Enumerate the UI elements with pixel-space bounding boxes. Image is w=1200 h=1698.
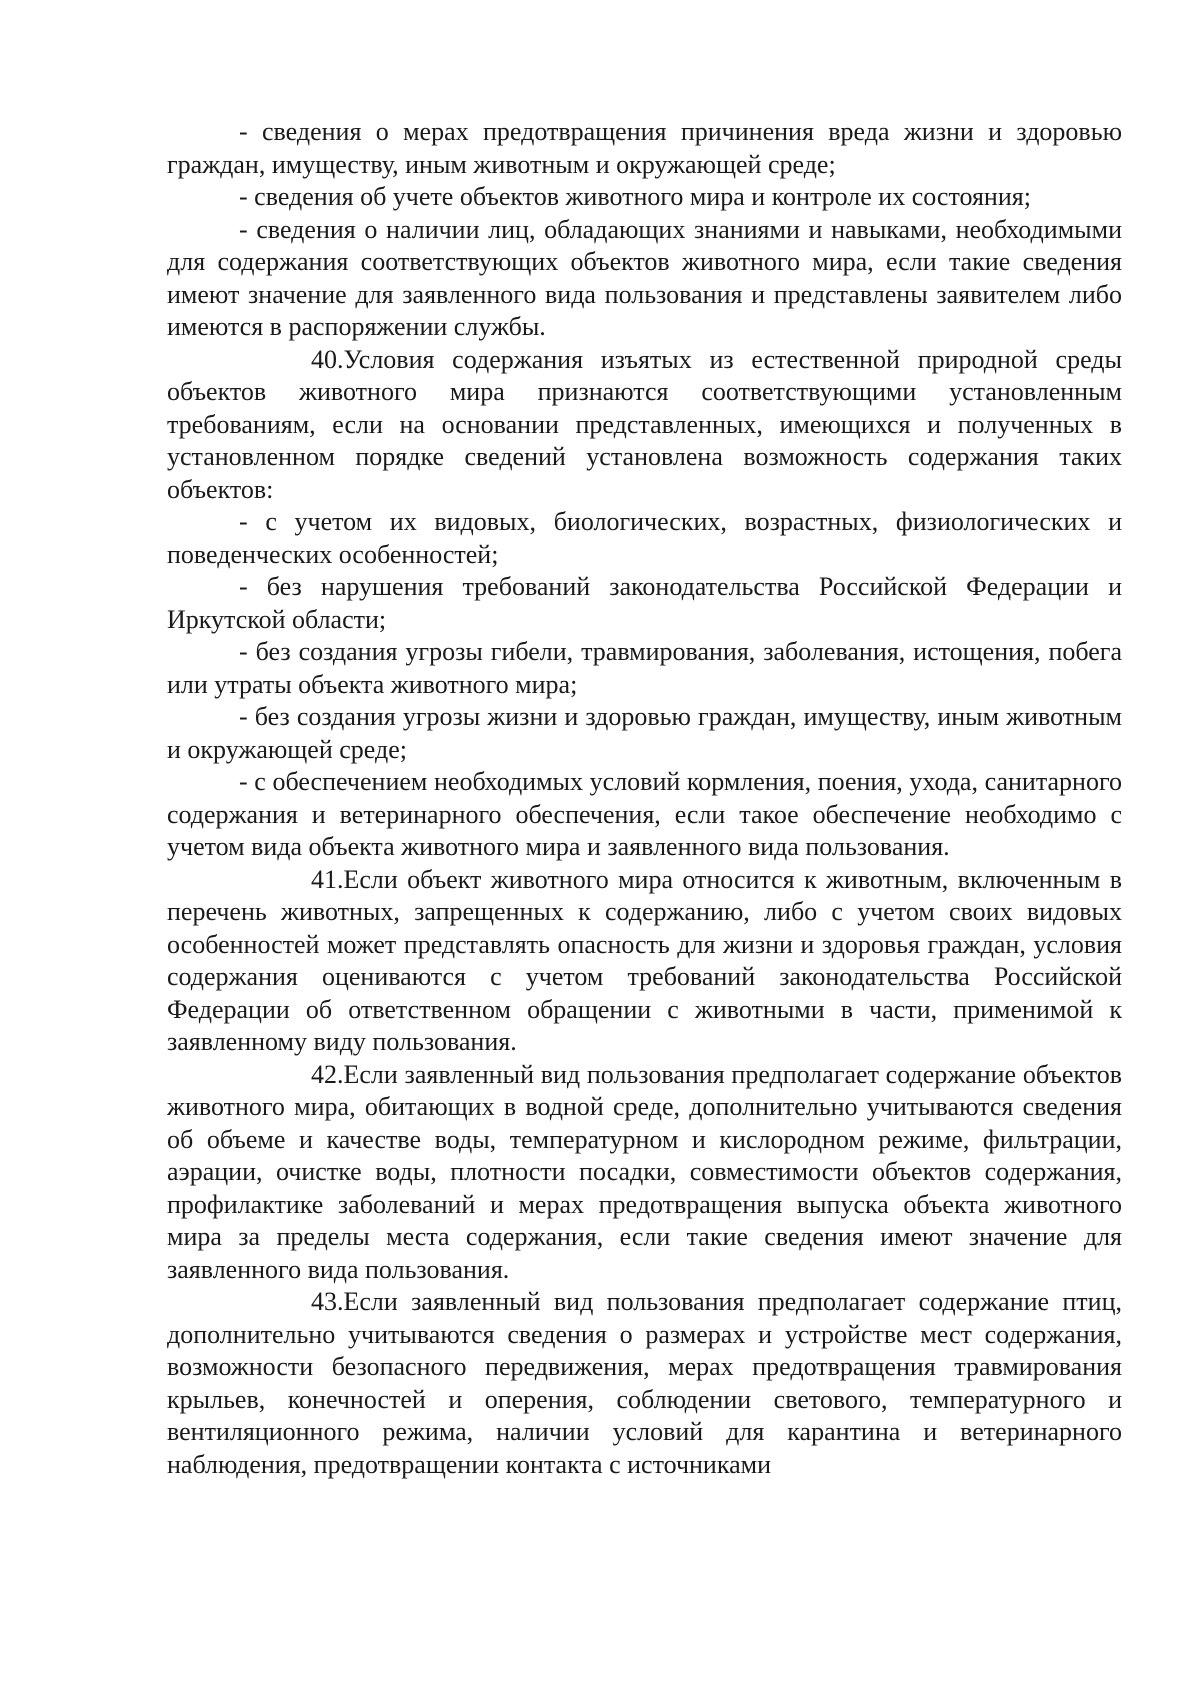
paragraph-text: Условия содержания изъятых из естественной природной среды объектов животного мира признаются соответствующими установленным требованиям, если на основании представленных, имеющихся и полученных в установленном порядке сведений установлена возможность содержания таких объектов:	[167, 344, 1122, 504]
paragraph-number: 43.	[311, 1287, 344, 1316]
paragraph-text: - с учетом их видовых, биологических, возрастных, физиологических и поведенческих особенностей;	[167, 507, 1122, 569]
paragraph-text: - без нарушения требований законодательства Российской Федерации и Иркутской области;	[167, 572, 1122, 634]
numbered-paragraph	[167, 1286, 1122, 1481]
paragraph-text: Если объект животного мира относится к животным, включенным в перечень животных, запрещенных к содержанию, либо с учетом своих видовых особенностей может представлять опасность для жизни и здоровья граждан, условия содержания оцениваются с учетом требований законодательства Российской Федерации об ответственном обращении с животными в части, применимой к заявленному виду пользования.	[167, 864, 1122, 1056]
paragraph-text: - сведения о мерах предотвращения причинения вреда жизни и здоровью граждан, имуществу, иным животным и окружающей среде;	[167, 117, 1122, 179]
paragraph-text: - сведения о наличии лиц, обладающих знаниями и навыками, необходимыми для содержания соответствующих объектов животного мира, если такие сведения имеют значение для заявленного вида пользования и представлены заявителем либо имеются в распоряжении службы.	[167, 214, 1122, 341]
paragraph-number: 42.	[311, 1059, 344, 1089]
paragraph-text: - с обеспечением необходимых условий кормления, поения, ухода, санитарного содержания и ветеринарного обеспечения, если такое обеспечение необходимо с учетом вида объекта животного мира и заявленного вида пользования.	[167, 767, 1122, 861]
paragraph	[167, 506, 1122, 571]
paragraph	[167, 571, 1122, 636]
paragraph	[167, 701, 1122, 766]
paragraph-text: - без создания угрозы гибели, травмирования, заболевания, истощения, побега или утраты объекта животного мира;	[167, 637, 1122, 699]
paragraph-number: 40.	[311, 344, 344, 374]
paragraph	[167, 116, 1122, 181]
paragraph	[167, 766, 1122, 864]
document-body	[167, 116, 1122, 1481]
numbered-paragraph	[167, 344, 1122, 507]
numbered-paragraph	[167, 864, 1122, 1059]
paragraph	[167, 636, 1122, 701]
paragraph	[167, 181, 1122, 214]
paragraph	[167, 214, 1122, 344]
paragraph-text: Если заявленный вид пользования предполагает содержание птиц, дополнительно учитываются сведения о размерах и устройстве мест содержания, возможности безопасного передвижения, мерах предотвращения травмирования крыльев, конечностей и оперения, соблюдении светового, температурного и вентиляционного режима, наличии условий для карантина и ветеринарного наблюдения, предотвращении контакта с источниками	[167, 1287, 1122, 1479]
paragraph-text: - без создания угрозы жизни и здоровью граждан, имуществу, иным животным и окружающей среде;	[167, 702, 1122, 764]
paragraph-text: Если заявленный вид пользования предполагает содержание объектов животного мира, обитающих в водной среде, дополнительно учитываются сведения об объеме и качестве воды, температурном и кислородном режиме, фильтрации, аэрации, очистке воды, плотности посадки, совместимости объектов содержания, профилактике заболеваний и мерах предотвращения выпуска объекта животного мира за пределы места содержания, если такие сведения имеют значение для заявленного вида пользования.	[167, 1059, 1122, 1284]
numbered-paragraph	[167, 1059, 1122, 1287]
paragraph-text: - сведения об учете объектов животного мира и контроле их состояния;	[239, 182, 1031, 211]
paragraph-number: 41.	[311, 864, 344, 894]
